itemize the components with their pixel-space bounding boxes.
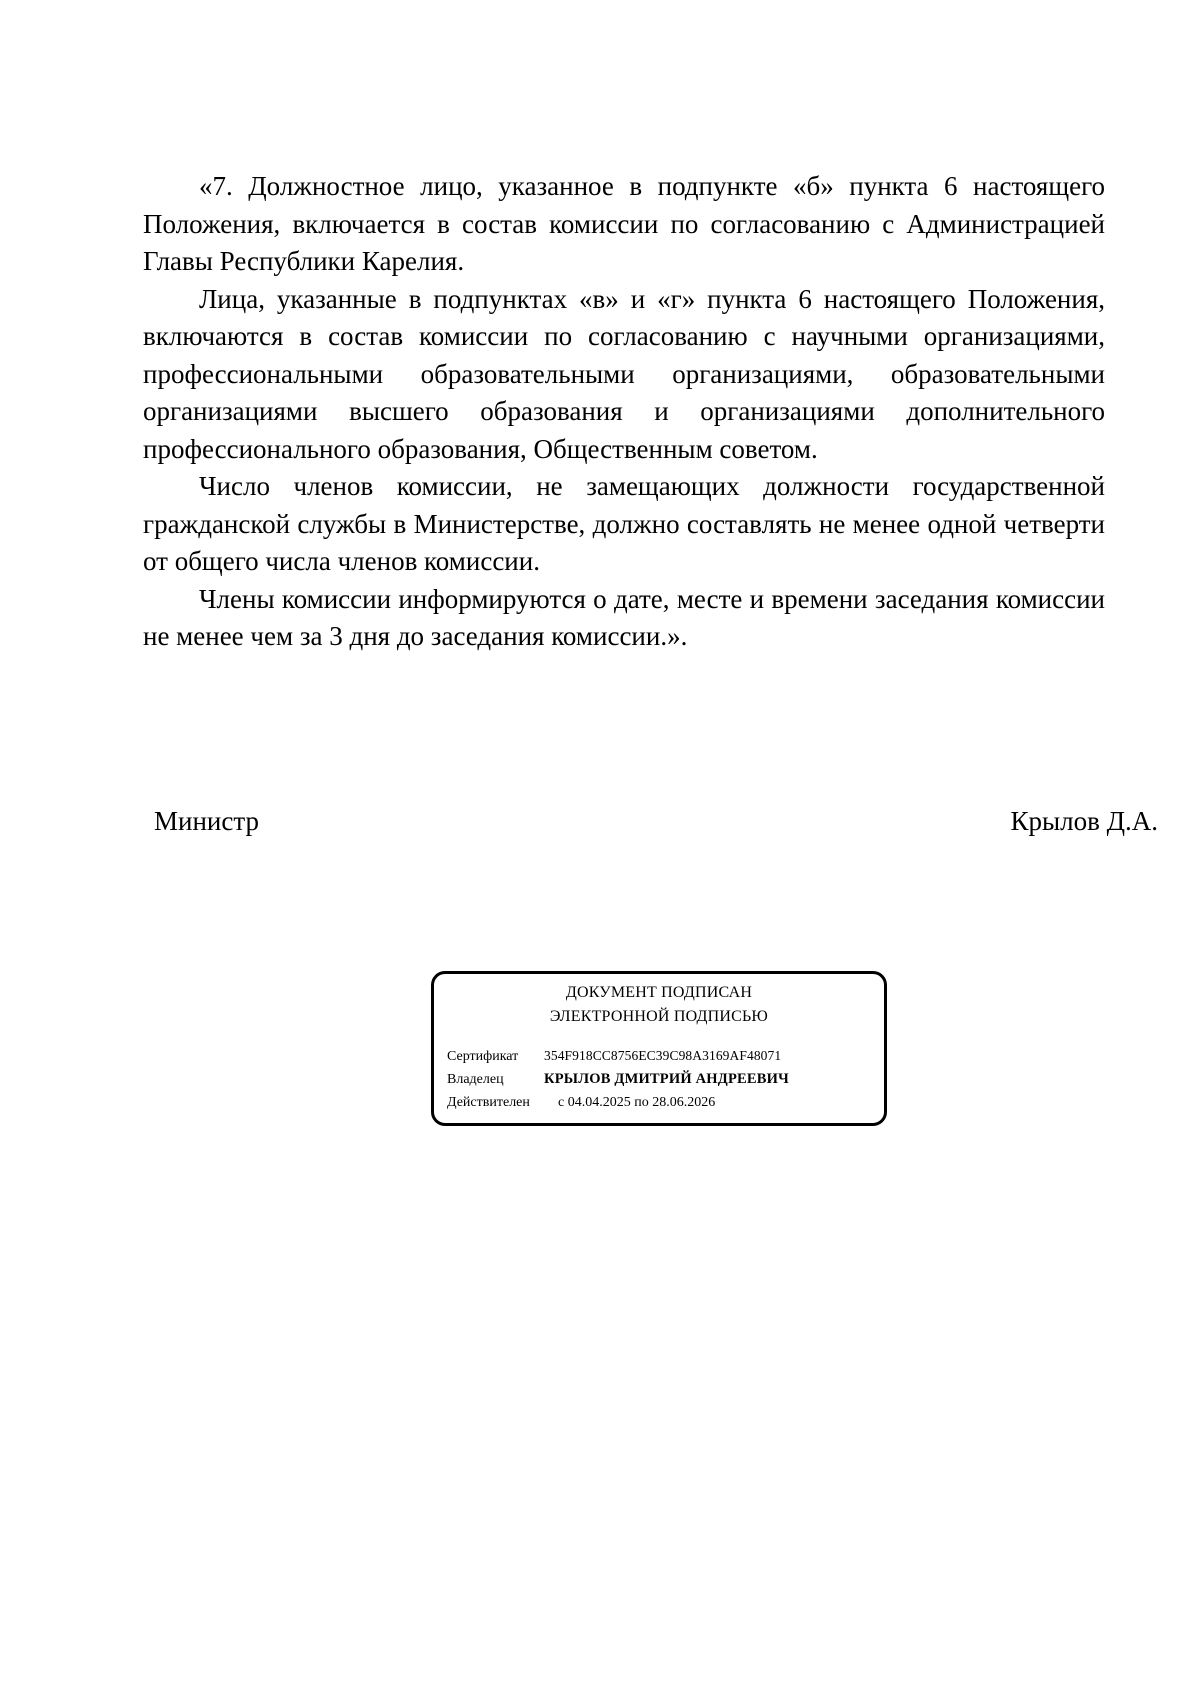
stamp-owner-label: Владелец [447, 1072, 504, 1087]
paragraph-1: «7. Должностное лицо, указанное в подпункте «б» пункта 6 настоящего Положения, включается в состав комиссии по согласованию с Администрацией Главы Республики Карелия. [143, 171, 1105, 276]
stamp-owner-value: КРЫЛОВ ДМИТРИЙ АНДРЕЕВИЧ [544, 1071, 789, 1087]
stamp-heading-line1: ДОКУМЕНТ ПОДПИСАН [565, 984, 753, 1001]
stamp-heading-line2: ЭЛЕКТРОННОЙ ПОДПИСЬЮ [549, 1008, 769, 1025]
stamp-certificate-value: 354F918CC8756EC39C98A3169AF48071 [544, 1048, 782, 1063]
document-body [143, 168, 1105, 656]
stamp-owner-row [447, 1070, 789, 1089]
stamp-validity-row [447, 1094, 715, 1112]
signatory-name: Крылов Д.А. [1010, 806, 1158, 836]
paragraph-2: Лица, указанные в подпунктах «в» и «г» пункта 6 настоящего Положения, включаются в состав комиссии по согласованию с научными организациями, профессиональными образовательными организациями, образовательными организациями высшего образования и организациями дополнительного профессионального образования, Общественным советом. [143, 283, 1105, 464]
paragraph-3: Число членов комиссии, не замещающих должности государственной гражданской службы в Министерстве, должно составлять не менее одной четверти от общего числа членов комиссии. [143, 471, 1105, 576]
stamp-validity-label: Действителен [447, 1095, 530, 1110]
stamp-certificate-row [447, 1047, 781, 1066]
paragraph-4: Члены комиссии информируются о дате, месте и времени заседания комиссии не менее чем за 3 дня до заседания комиссии.». [143, 583, 1105, 651]
signatory-title: Министр [154, 806, 259, 836]
stamp-validity-value: с 04.04.2025 по 28.06.2026 [558, 1095, 716, 1110]
electronic-signature-stamp [431, 971, 887, 1126]
stamp-certificate-label: Сертификат [447, 1049, 519, 1064]
